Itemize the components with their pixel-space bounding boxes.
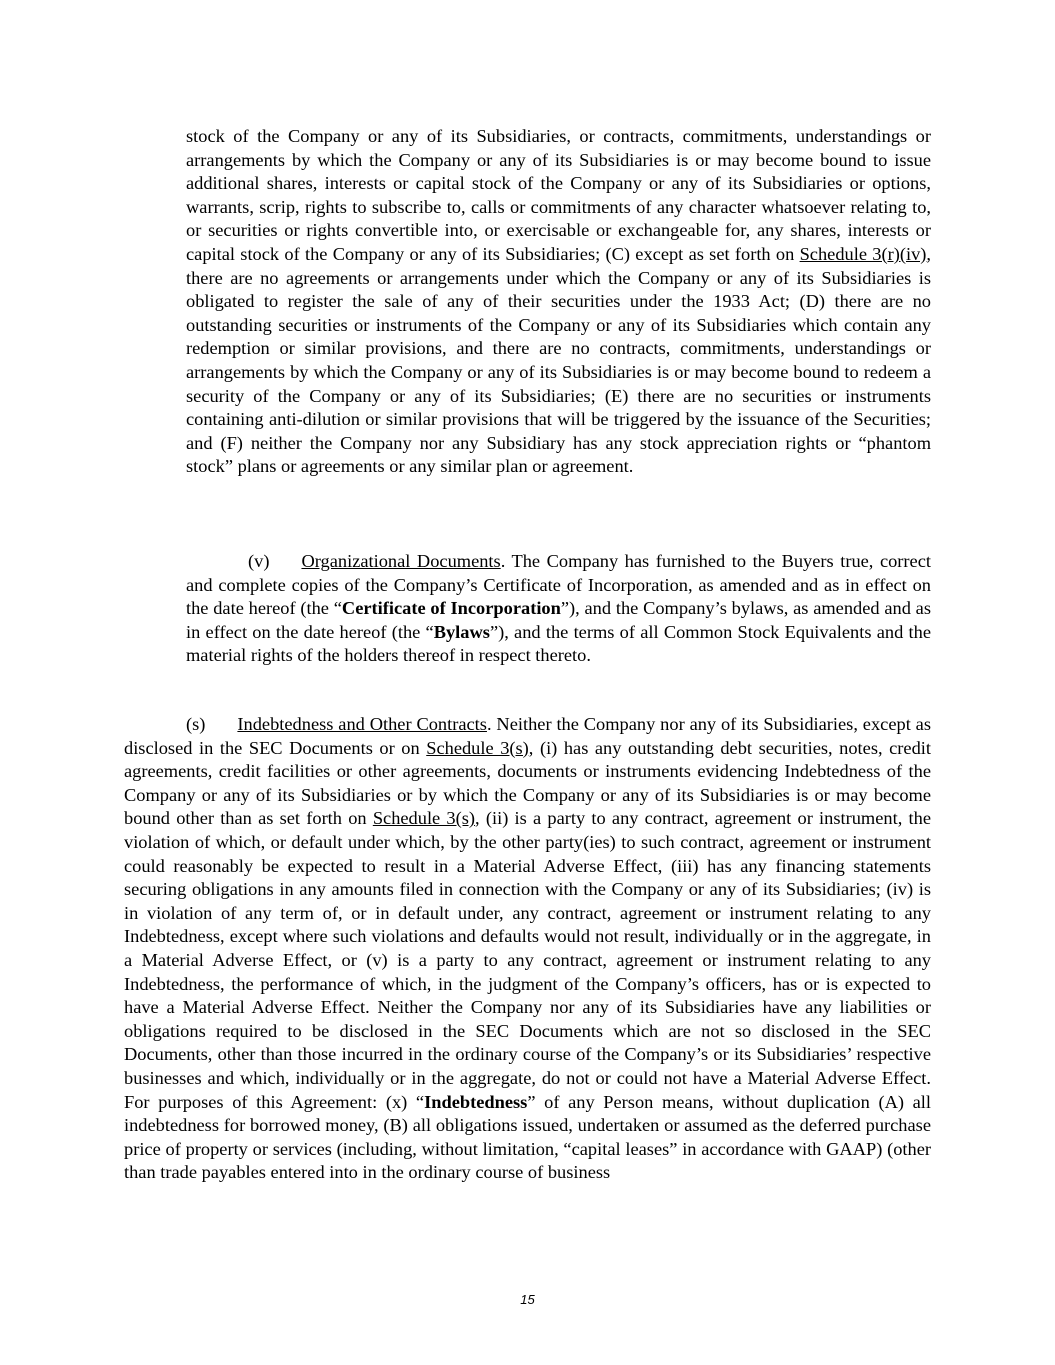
paragraph-s-label: (s) (186, 714, 206, 734)
defined-term-indebtedness: Indebtedness (424, 1091, 528, 1112)
paragraph-s (124, 713, 931, 1185)
paragraph-s-text-2: , (i) has any outstanding debt securities, notes, credit agreements, credit facilities or other agreements, documents or instruments evidencing Indebtedness of the Company or any of its Subsidiaries or by which the Company or any of its Subsidiaries is or may become bound other than as set forth on (124, 737, 931, 829)
defined-term-certificate-of-incorporation: Certificate of Incorporation (341, 598, 561, 619)
page-number: 15 (520, 1292, 535, 1307)
paragraph-v-text-1: . The Company has furnished to the Buyers true, correct and complete copies of the Company’s Certificate of Incorporation, as amended and as in effect on the date hereof (the “ (186, 551, 931, 619)
paragraph-v-heading: Organizational Documents (301, 551, 501, 571)
defined-term-bylaws: Bylaws (433, 621, 490, 642)
paragraph-iv-text-2: , there are no agreements or arrangements under which the Company or any of its Subsidiaries is obligated to register the sale of any of their securities under the 1933 Act; (D) there are no outstanding securities or instruments of the Company or any of its Subsidiaries which contain any redemption or similar provisions, and there are no contracts, commitments, understandings or arrangements by which the Company or any of its Subsidiaries is or may become bound to redeem a security of the Company or any of its Subsidiaries; (E) there are no securities or instruments containing anti-dilution or similar provisions that will be triggered by the issuance of the Securities; and (F) neither the Company nor any Subsidiary has any stock appreciation rights or “phantom stock” plans or agreements or any similar plan or agreement. (186, 243, 931, 477)
paragraph-s-text-3: , (ii) is a party to any contract, agreement or instrument, the violation of which, or default under which, by the other party(ies) to such contract, agreement or instrument could reasonably be expected to result in a Material Adverse Effect, (iii) has any financing statements securing obligations in any amounts filed in connection with the Company or any of its Subsidiaries; (iv) is in violation of any term of, or in default under, any contract, agreement or instrument relating to any Indebtedness, except where such violations and defaults would not result, individually or in the aggregate, in a Material Adverse Effect, or (v) is a party to any contract, agreement or instrument relating to any Indebtedness, the performance of which, in the judgment of the Company’s officers, has or is expected to have a Material Adverse Effect. Neither the Company nor any of its Subsidiaries have any liabilities or obligations required to be disclosed in the SEC Documents which are not so disclosed in the SEC Documents, other than those incurred in the ordinary course of the Company’s or its Subsidiaries’ respective businesses and which, individually or in the aggregate, do not or could not have a Material Adverse Effect. For purposes of this Agreement: (x) “ (124, 808, 931, 1112)
paragraph-v-text-2: ”), and the Company’s bylaws, as amended and as in effect on the date hereof (the “ (186, 598, 931, 642)
paragraph-iv-text-1: stock of the Company or any of its Subsidiaries, or contracts, commitments, understandings or arrangements by which the Company or any of its Subsidiaries is or may become bound to issue additional shares, interests or capital stock of the Company or any of its Subsidiaries or options, warrants, scrip, rights to subscribe to, calls or commitments of any character whatsoever relating to, or securities or rights convertible into, or exercisable or exchangeable for, any shares, interests or capital stock of the Company or any of its Subsidiaries; (C) except as set forth on (186, 126, 931, 264)
paragraph-iv-continuation (186, 125, 931, 479)
schedule-3s-reference-2: Schedule 3(s) (372, 808, 476, 829)
schedule-3r-iv-reference: Schedule 3(r)(iv) (799, 243, 927, 264)
paragraph-s-text-1: . Neither the Company nor any of its Subsidiaries, except as disclosed in the SEC Documents or on (124, 714, 931, 758)
paragraph-s-text-4: ” of any Person means, without duplication (A) all indebtedness for borrowed money, (B) all obligations issued, undertaken or assumed as the deferred purchase price of property or services (including, without limitation, “capital leases” in accordance with GAAP) (other than trade payables entered into in the ordinary course of business (124, 1091, 932, 1183)
paragraph-v-label: (v) (248, 551, 270, 571)
schedule-3s-reference-1: Schedule 3(s) (426, 737, 529, 758)
paragraph-v-text-3: ”), and the terms of all Common Stock Equivalents and the material rights of the holders thereof in respect thereto. (186, 621, 932, 666)
paragraph-s-heading: Indebtedness and Other Contracts (237, 714, 487, 734)
paragraph-v (186, 550, 931, 668)
